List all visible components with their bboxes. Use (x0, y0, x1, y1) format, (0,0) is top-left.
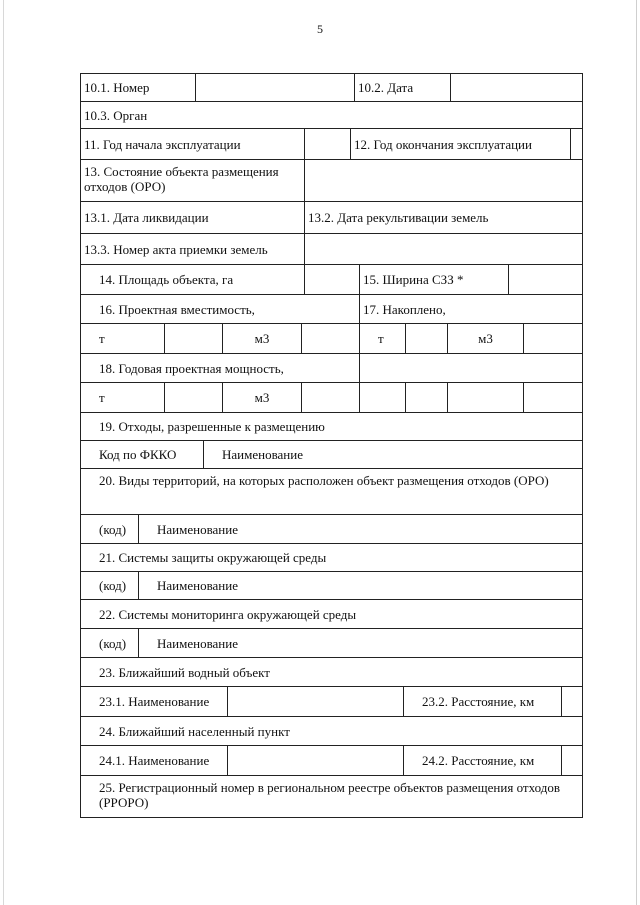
label-16: 16. Проектная вместимость, (80, 294, 360, 324)
label-20-name: Наименование (138, 514, 583, 544)
field-18-blank-4[interactable] (523, 382, 583, 413)
label-12: 12. Год окончания эксплуатации (350, 128, 571, 160)
field-24-1-value[interactable] (227, 745, 404, 776)
label-24-1: 24.1. Наименование (80, 745, 228, 776)
form-table (80, 73, 583, 818)
label-24: 24. Ближайший населенный пункт (80, 716, 583, 746)
field-10-2-value[interactable] (450, 73, 583, 102)
label-18: 18. Годовая проектная мощность, (80, 353, 360, 383)
field-12-value[interactable] (570, 128, 583, 160)
field-14-value[interactable] (304, 264, 360, 295)
label-21: 21. Системы защиты окружающей среды (80, 543, 583, 572)
label-10-1: 10.1. Номер (80, 73, 196, 102)
field-17-t-value[interactable] (405, 323, 448, 354)
label-24-2: 24.2. Расстояние, км (403, 745, 562, 776)
label-25: 25. Регистрационный номер в региональном реестре объектов размещения отходов (РРОРО) (80, 775, 583, 818)
field-18-extra (359, 353, 583, 383)
label-20: 20. Виды территорий, на которых расположен объект размещения отходов (ОРО) (80, 468, 583, 515)
label-19: 19. Отходы, разрешенные к размещению (80, 412, 583, 441)
field-18-blank-3[interactable] (447, 382, 524, 413)
page-number: 5 (317, 22, 323, 36)
field-16-m3-value[interactable] (301, 323, 360, 354)
label-10-2: 10.2. Дата (354, 73, 451, 102)
label-19-name: Наименование (203, 440, 583, 469)
unit-18-t: т (80, 382, 165, 413)
label-13: 13. Состояние объекта размещения отходов (ОРО) (80, 159, 305, 202)
field-15-value[interactable] (508, 264, 583, 295)
label-13-3: 13.3. Номер акта приемки земель (80, 233, 305, 265)
field-18-blank-1[interactable] (359, 382, 406, 413)
field-18-m3-value[interactable] (301, 382, 360, 413)
label-13-2: 13.2. Дата рекультивации земель (304, 201, 583, 234)
field-13-value[interactable] (304, 159, 583, 202)
label-22: 22. Системы мониторинга окружающей среды (80, 599, 583, 629)
label-15: 15. Ширина СЗЗ * (359, 264, 509, 295)
label-21-name: Наименование (138, 571, 583, 600)
field-18-t-value[interactable] (164, 382, 223, 413)
unit-16-m3: м3 (222, 323, 302, 354)
label-23-1: 23.1. Наименование (80, 686, 228, 717)
unit-18-m3: м3 (222, 382, 302, 413)
label-code-fkko: Код по ФККО (80, 440, 204, 469)
field-23-1-value[interactable] (227, 686, 404, 717)
field-24-2-value[interactable] (561, 745, 583, 776)
label-13-1: 13.1. Дата ликвидации (80, 201, 305, 234)
label-22-code: (код) (80, 628, 139, 658)
field-11-value[interactable] (304, 128, 351, 160)
label-10-3: 10.3. Орган (80, 101, 583, 129)
unit-17-t: т (359, 323, 406, 354)
unit-16-t: т (80, 323, 165, 354)
label-17: 17. Накоплено, (359, 294, 583, 324)
label-11: 11. Год начала эксплуатации (80, 128, 305, 160)
label-20-code: (код) (80, 514, 139, 544)
page-edge-left (3, 0, 4, 905)
label-14: 14. Площадь объекта, га (80, 264, 305, 295)
label-22-name: Наименование (138, 628, 583, 658)
label-21-code: (код) (80, 571, 139, 600)
label-23-2: 23.2. Расстояние, км (403, 686, 562, 717)
field-23-2-value[interactable] (561, 686, 583, 717)
field-17-m3-value[interactable] (523, 323, 583, 354)
field-18-blank-2[interactable] (405, 382, 448, 413)
field-13-3-value[interactable] (304, 233, 583, 265)
page-edge-right (636, 0, 637, 905)
label-23: 23. Ближайший водный объект (80, 657, 583, 687)
field-16-t-value[interactable] (164, 323, 223, 354)
field-10-1-value[interactable] (195, 73, 355, 102)
unit-17-m3: м3 (447, 323, 524, 354)
